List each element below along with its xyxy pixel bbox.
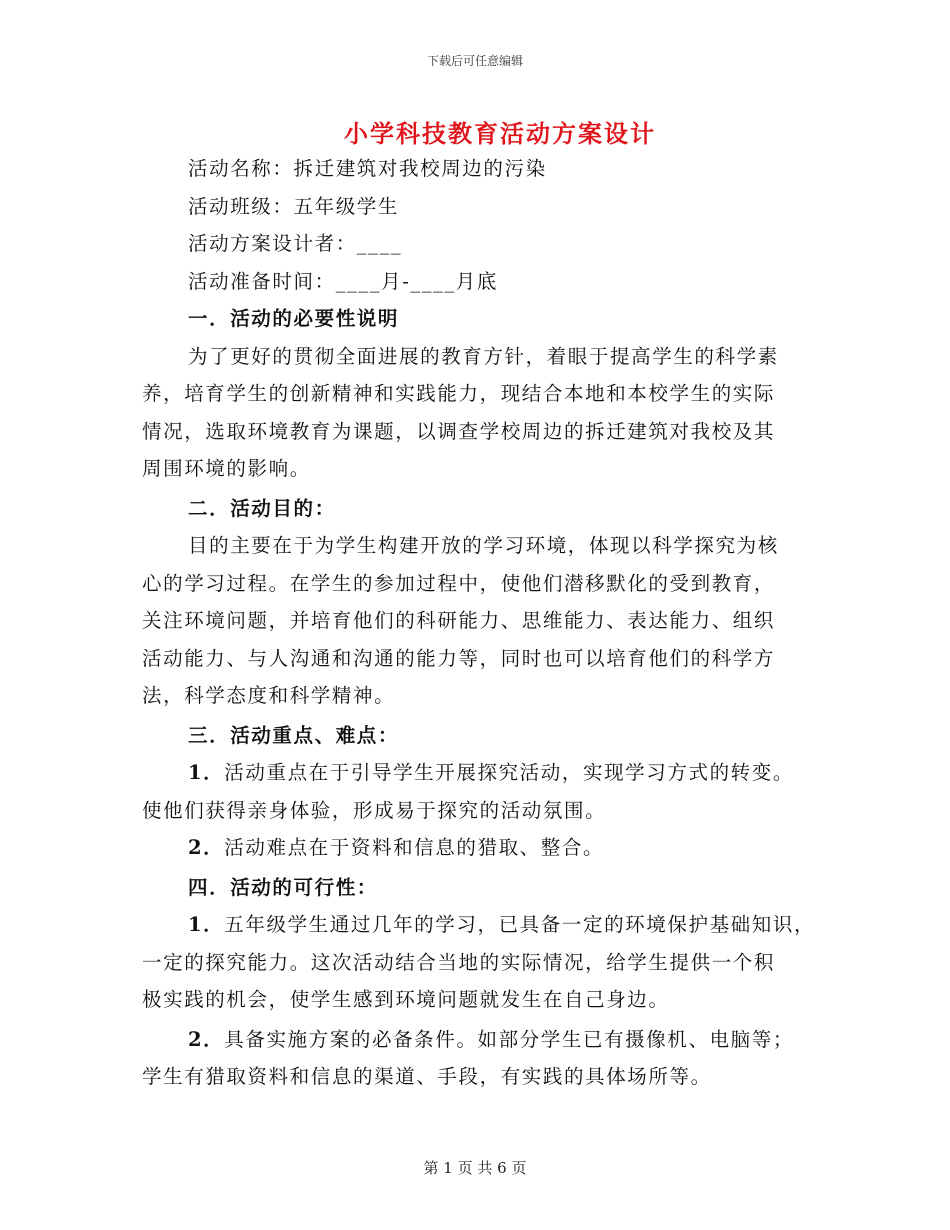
paragraph-line: 情况，选取环境教育为课题，以调查学校周边的拆迁建筑对我校及其 — [142, 419, 776, 443]
list-item-number: 2． — [188, 836, 225, 859]
paragraph-line: 法，科学态度和科学精神。 — [142, 684, 396, 707]
paragraph-line: 一定的探究能力。这次活动结合当地的实际情况，给学生提供一个积 — [142, 950, 776, 974]
paragraph-line: 目的主要在于为学生构建开放的学习环境，体现以科学探究为核 — [188, 534, 779, 557]
page-footer: 第 1 页 共 6 页 — [423, 1159, 527, 1177]
section3-heading: 三．活动重点、难点： — [188, 723, 400, 747]
section4-heading: 四．活动的可行性： — [188, 875, 378, 899]
activity-name: 活动名称：拆迁建筑对我校周边的污染 — [188, 157, 547, 180]
paragraph-line: 周围环境的影响。 — [142, 457, 311, 480]
list-item-text: 五年级学生通过几年的学习，已具备一定的环境保护基础知识， — [224, 913, 816, 936]
paragraph-line: 使他们获得亲身体验，形成易于探究的活动氛围。 — [142, 798, 607, 822]
list-item — [142, 829, 822, 867]
document-body — [142, 150, 822, 1096]
paragraph-line: 为了更好的贯彻全面进展的教育方针，着眼于提高学生的科学素 — [188, 344, 779, 368]
list-item — [142, 1021, 822, 1059]
paragraph-line: 活动能力、与人沟通和沟通的能力等，同时也可以培育他们的科学方 — [142, 646, 776, 670]
section1-heading: 一．活动的必要性说明 — [188, 307, 400, 330]
list-item-number: 2． — [188, 1027, 225, 1051]
list-item-number: 1． — [188, 913, 225, 936]
section2-heading: 二．活动目的： — [188, 496, 336, 520]
paragraph-line: 极实践的机会，使学生感到环境问题就发生在自己身边。 — [142, 988, 670, 1011]
list-item — [142, 754, 822, 792]
list-item — [142, 906, 822, 944]
list-item-text: 具备实施方案的必备条件。如部分学生已有摄像机、电脑等； — [224, 1027, 794, 1051]
activity-prep-time: 活动准备时间：____月-____月底 — [188, 269, 498, 293]
paragraph-line: 学生有猎取资料和信息的渠道、手段，有实践的具体场所等。 — [142, 1065, 712, 1088]
paragraph-line: 关注环境问题，并培育他们的科研能力、思维能力、表达能力、组织 — [142, 609, 776, 632]
activity-class: 活动班级：五年级学生 — [188, 194, 400, 218]
list-item-text: 活动重点在于引导学生开展探究活动，实现学习方式的转变。 — [224, 761, 794, 784]
list-item-text: 活动难点在于资料和信息的猎取、整合。 — [224, 836, 605, 859]
activity-designer: 活动方案设计者：____ — [188, 232, 403, 255]
list-item-number: 1． — [188, 761, 225, 784]
paragraph-line: 心的学习过程。在学生的参加过程中，使他们潜移默化的受到教育， — [142, 571, 776, 595]
header-note: 下载后可任意编辑 — [426, 54, 523, 68]
paragraph-line: 养，培育学生的创新精神和实践能力，现结合本地和本校学生的实际 — [142, 382, 776, 405]
document-title: 小学科技教育活动方案设计 — [344, 119, 656, 148]
